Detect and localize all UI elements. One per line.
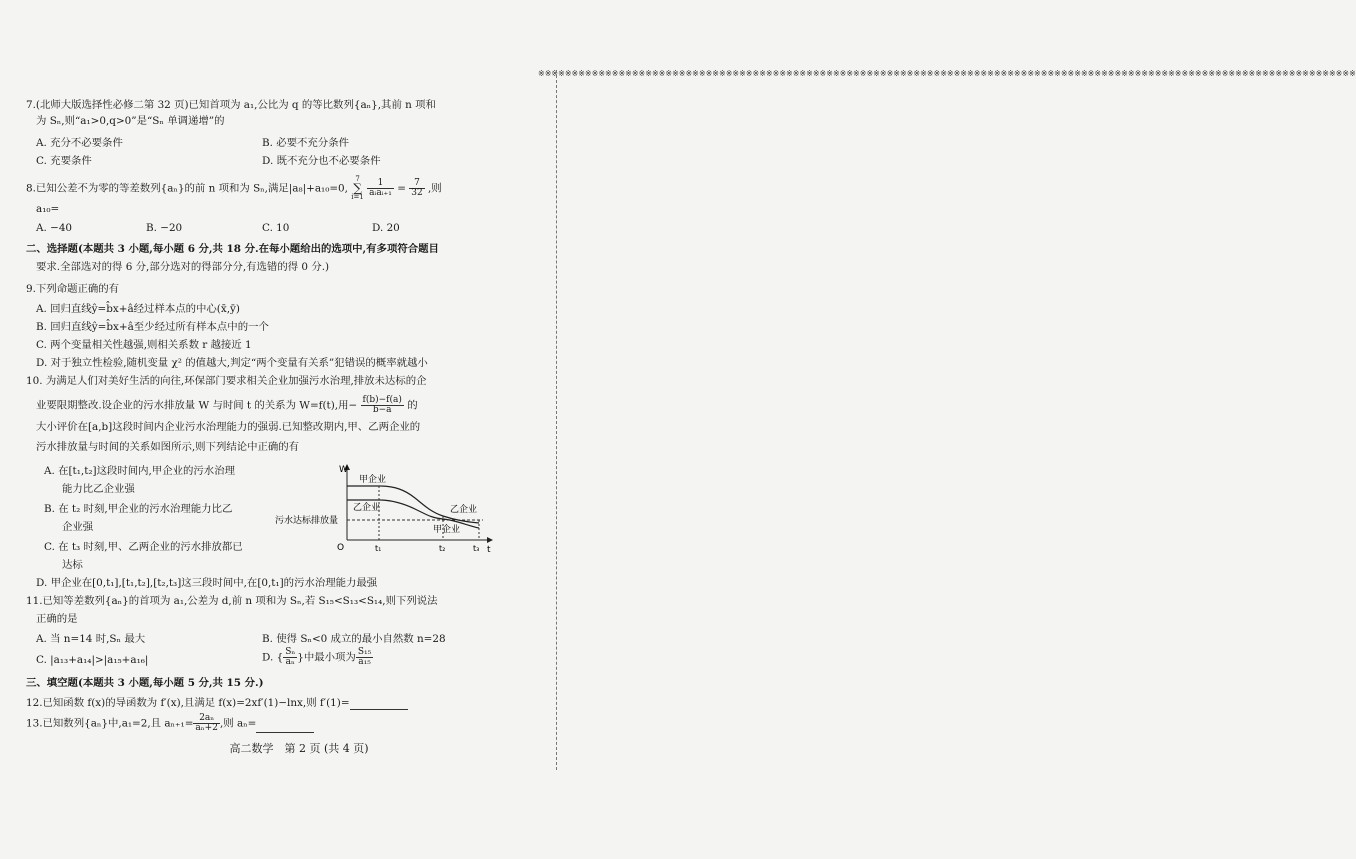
q13-pre: 13.已知数列{aₙ}中,a₁=2,且 aₙ₊₁= xyxy=(26,717,194,730)
q7-stem-line2: 为 Sₙ,则“a₁>0,q>0”是“Sₙ 单调递增”的 xyxy=(36,115,225,127)
q7-option-c: C. 充要条件 xyxy=(36,155,92,167)
q10-option-c-line1: C. 在 t₃ 时刻,甲、乙两企业的污水排放都已 xyxy=(44,541,243,553)
binding-margin-pattern: ※※※※※※※※※※※※※※※※※※※※※※※※※※※※※※※※※※※※※※※※※※※※※※※※※※※※※※※※※※※※※※※※※※※※※※※※※※※※※※※※※※※※※※※※※※※※※※※※※※※※※※※※※※※※※※※※※※※※※※※※※※ xyxy=(538,69,1356,78)
q8-frac1-num: 1 xyxy=(367,179,394,189)
t1-label: t₁ xyxy=(375,544,382,553)
origin-label: O xyxy=(337,543,345,553)
q8-option-b: B. −20 xyxy=(146,222,183,234)
q8-option-d: D. 20 xyxy=(372,222,400,234)
q10-option-c-line2: 达标 xyxy=(62,559,83,571)
q9-stem: 9.下列命题正确的有 xyxy=(26,283,120,295)
q11-stem-line2: 正确的是 xyxy=(36,613,78,625)
q10-frac xyxy=(361,396,404,415)
q10-stem-line2-text: 业要限期整改.设企业的污水排放量 W 与时间 t 的关系为 W=f(t),用− xyxy=(36,399,358,412)
q10-option-d: D. 甲企业在[0,t₁],[t₁,t₂],[t₂,t₃]这三段时间中,在[0,t₁]的污水治理能力最强 xyxy=(36,577,378,589)
q10-stem-line4: 污水排放量与时间的关系如图所示,则下列结论中正确的有 xyxy=(36,441,300,453)
q8-sum-symbol: ∑ xyxy=(353,181,362,195)
q11-option-d xyxy=(262,648,373,667)
jia-label: 甲企业 xyxy=(359,475,387,485)
standard-label: 污水达标排放量 xyxy=(275,516,339,526)
q8-sum xyxy=(351,176,364,201)
q9-option-b: B. 回归直线ŷ=b̂x+â至少经过所有样本点中的一个 xyxy=(36,321,269,333)
q10-frac-num: f(b)−f(a) xyxy=(362,395,402,405)
q9-option-a: A. 回归直线ŷ=b̂x+â经过样本点的中心(x̄,ȳ) xyxy=(36,303,240,315)
q10-option-b-line2: 企业强 xyxy=(62,521,94,533)
q7-stem-line1: 7.(北师大版选择性必修二第 32 页)已知首项为 a₁,公比为 q 的等比数列{aₙ},其前 n 项和 xyxy=(26,99,436,111)
q8-frac1-den: aᵢaᵢ₊₁ xyxy=(369,188,392,198)
q8-equals: = xyxy=(397,182,406,195)
q13-frac xyxy=(193,714,220,733)
q8-stem-text: 8.已知公差不为零的等差数列{aₙ}的前 n 项和为 Sₙ,满足|a₈|+a₁₀=0, xyxy=(26,182,348,195)
q8-stem-line1 xyxy=(26,176,442,201)
q12-text: 12.已知函数 f(x)的导函数为 f′(x),且满足 f(x)=2xf′(1)−lnx,则 f′(1)= xyxy=(26,697,350,709)
q11-d-mid: }中最小项为 xyxy=(297,651,356,664)
q11-d-frac1 xyxy=(283,648,297,667)
x-axis-arrow xyxy=(487,537,493,543)
page-footer: 高二数学 第 2 页 (共 4 页) xyxy=(229,742,369,755)
q10-graph xyxy=(275,462,495,554)
yi-label: 乙企业 xyxy=(353,503,381,513)
t3-label: t₃ xyxy=(473,544,480,553)
q10-option-b-line1: B. 在 t₂ 时刻,甲企业的污水治理能力比乙 xyxy=(44,503,233,515)
q10-frac-den: b−a xyxy=(372,405,392,415)
q10-stem-line2-tail: 的 xyxy=(407,399,418,412)
q8-stem-line2: a₁₀= xyxy=(36,203,60,215)
q8-option-a: A. −40 xyxy=(36,222,73,234)
q8-tail: ,则 xyxy=(428,182,442,195)
q8-option-c: C. 10 xyxy=(262,222,290,234)
q9-option-d: D. 对于独立性检验,随机变量 χ² 的值越大,判定“两个变量有关系”犯错误的概率就越小 xyxy=(36,357,428,369)
q13-stem xyxy=(26,714,314,733)
q11-d-frac2-den: a₁₅ xyxy=(358,657,371,667)
section2-header-line2: 要求.全部选对的得 6 分,部分选对的得部分分,有选错的得 0 分.) xyxy=(36,261,330,273)
q8-sum-bottom: i=1 xyxy=(351,193,364,201)
q8-frac2 xyxy=(409,179,424,198)
q7-option-d: D. 既不充分也不必要条件 xyxy=(262,155,381,167)
q11-option-b: B. 使得 Sₙ<0 成立的最小自然数 n=28 xyxy=(262,633,446,645)
y-axis-label: W xyxy=(339,465,348,475)
q7-option-b: B. 必要不充分条件 xyxy=(262,137,349,149)
q10-option-a-line1: A. 在[t₁,t₂]这段时间内,甲企业的污水治理 xyxy=(44,465,235,477)
q10-stem-line3: 大小评价在[a,b]这段时间内企业污水治理能力的强弱.已知整改期内,甲、乙两企业的 xyxy=(36,421,421,433)
q13-frac-den: aₙ+2 xyxy=(195,723,218,733)
q8-sum-top: 7 xyxy=(355,175,360,183)
q11-d-frac1-den: aₙ xyxy=(285,657,295,667)
q11-stem-line1: 11.已知等差数列{aₙ}的首项为 a₁,公差为 d,前 n 项和为 Sₙ,若 S₁₅<S₁₃<S₁₄,则下列说法 xyxy=(26,595,438,607)
q8-frac2-num: 7 xyxy=(409,179,424,189)
q10-option-a-line2: 能力比乙企业强 xyxy=(62,483,135,495)
q11-d-frac2 xyxy=(356,648,373,667)
q11-option-c: C. |a₁₃+a₁₄|>|a₁₅+a₁₆| xyxy=(36,654,149,666)
q12-answer-blank[interactable] xyxy=(350,699,408,710)
q8-frac1 xyxy=(367,179,394,198)
jia-label-right: 甲企业 xyxy=(433,525,461,535)
cut-line xyxy=(556,70,557,770)
q8-frac2-den: 32 xyxy=(411,188,423,198)
q13-answer-blank[interactable] xyxy=(256,722,314,733)
q9-option-c: C. 两个变量相关性越强,则相关系数 r 越接近 1 xyxy=(36,339,252,351)
q13-frac-num: 2aₙ xyxy=(193,714,220,724)
q11-option-a: A. 当 n=14 时,Sₙ 最大 xyxy=(36,633,146,645)
q13-post: ,则 aₙ= xyxy=(219,717,257,730)
q10-stem-line1: 10. 为满足人们对美好生活的向往,环保部门要求相关企业加强污水治理,排放未达标的企 xyxy=(26,375,427,387)
section3-header: 三、填空题(本题共 3 小题,每小题 5 分,共 15 分.) xyxy=(26,677,264,689)
q11-d-pre: D. { xyxy=(262,651,284,664)
q7-option-a: A. 充分不必要条件 xyxy=(36,137,123,149)
q12-stem xyxy=(26,696,408,710)
section2-header-line1: 二、选择题(本题共 3 小题,每小题 6 分,共 18 分.在每小题给出的选项中,有多项符合题目 xyxy=(26,243,439,255)
yi-label-right: 乙企业 xyxy=(450,505,478,515)
t2-label: t₂ xyxy=(439,544,446,553)
x-axis-label: t xyxy=(487,545,491,555)
q10-stem-line2 xyxy=(36,396,418,415)
q11-d-frac1-num: Sₙ xyxy=(285,647,296,657)
q11-d-frac2-num: S₁₅ xyxy=(357,647,372,657)
